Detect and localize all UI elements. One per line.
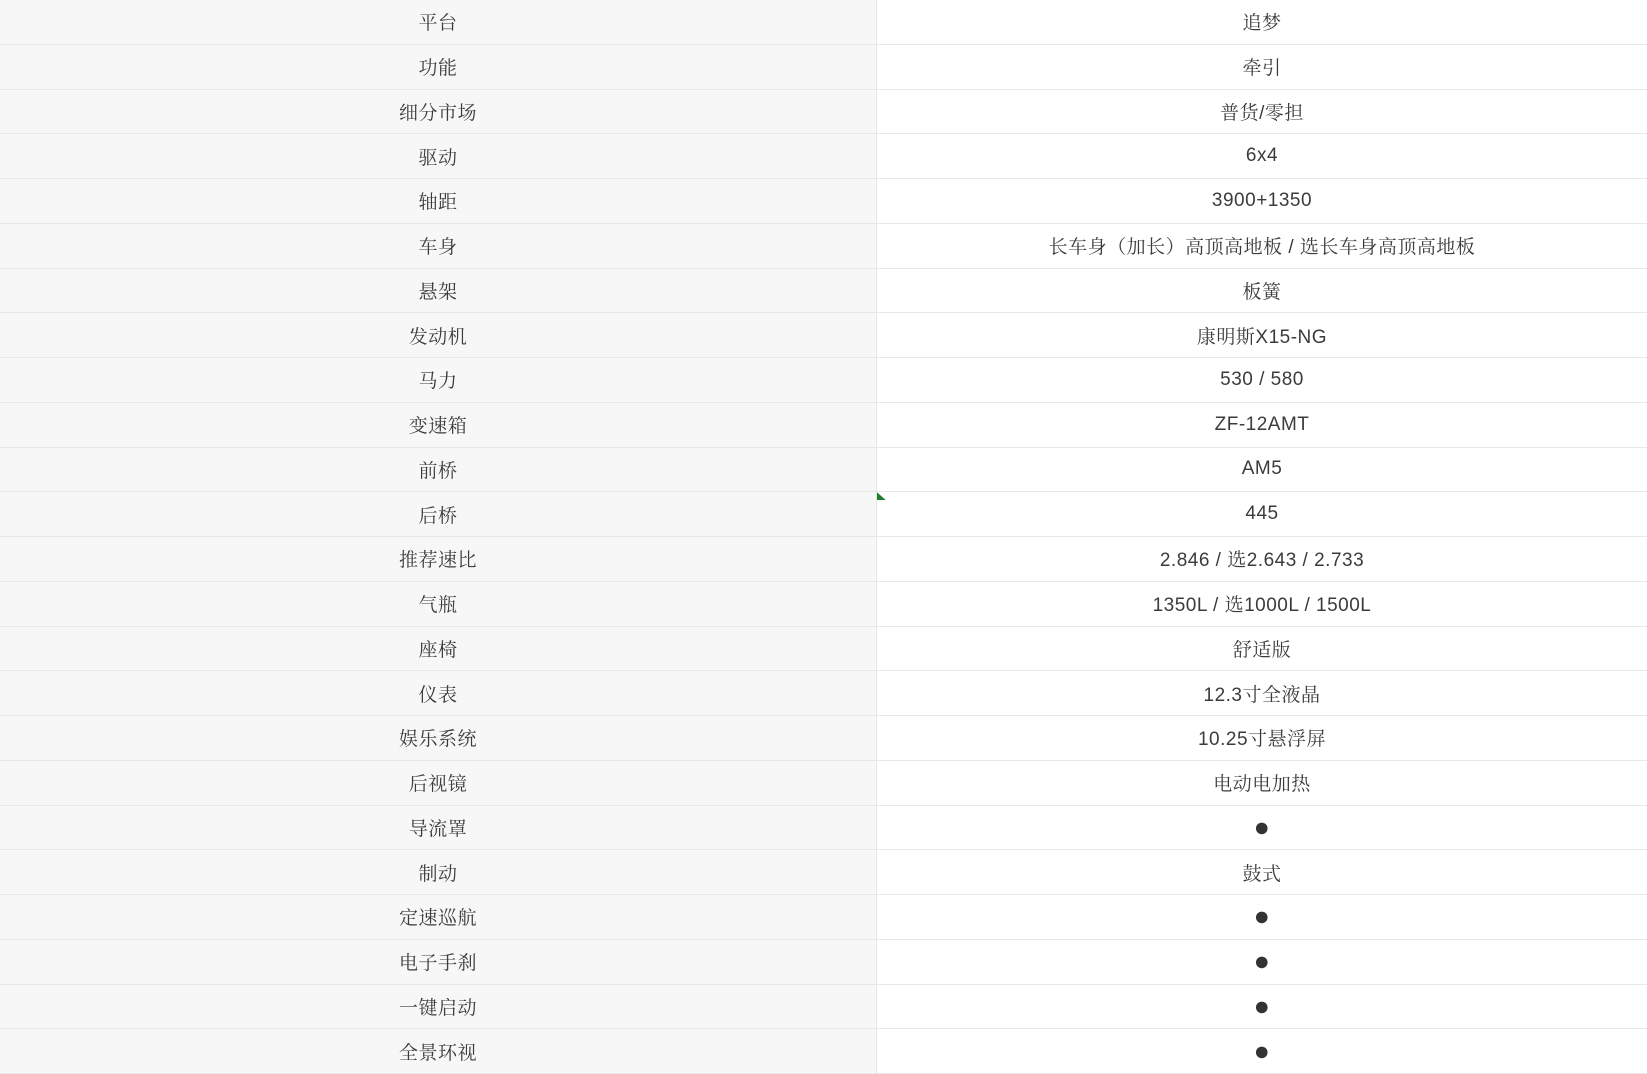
table-row: [0, 179, 1647, 224]
spec-label: 后视镜: [0, 761, 877, 806]
spec-label: 电子手刹: [0, 940, 877, 985]
spec-label: 发动机: [0, 313, 877, 358]
spec-value: 长车身（加长）高顶高地板 / 选长车身高顶高地板: [877, 224, 1647, 269]
table-row: [0, 313, 1647, 358]
spec-label: 平台: [0, 0, 877, 45]
spec-value: 电动电加热: [877, 761, 1647, 806]
spec-value: 12.3寸全液晶: [877, 671, 1647, 716]
spec-value: 530 / 580: [877, 358, 1647, 403]
spec-value: 6x4: [877, 134, 1647, 179]
table-row: [0, 895, 1647, 940]
spec-label: 前桥: [0, 448, 877, 493]
spec-label: 马力: [0, 358, 877, 403]
spec-value: 板簧: [877, 269, 1647, 314]
table-row: [0, 492, 1647, 537]
table-row: [0, 716, 1647, 761]
spec-label: 变速箱: [0, 403, 877, 448]
spec-value-dot: ●: [877, 985, 1647, 1030]
table-row: [0, 448, 1647, 493]
spec-label: 全景环视: [0, 1029, 877, 1074]
spec-value: [877, 492, 1647, 537]
table-row: [0, 224, 1647, 269]
spec-value: 10.25寸悬浮屏: [877, 716, 1647, 761]
spec-label: 轴距: [0, 179, 877, 224]
spec-value: 康明斯X15-NG: [877, 313, 1647, 358]
table-row: [0, 940, 1647, 985]
spec-value: 3900+1350: [877, 179, 1647, 224]
spec-value: 2.846 / 选2.643 / 2.733: [877, 537, 1647, 582]
table-row: [0, 403, 1647, 448]
spec-value-dot: ●: [877, 940, 1647, 985]
cell-corner-flag-icon: [877, 492, 886, 500]
spec-label: 车身: [0, 224, 877, 269]
spec-value: 普货/零担: [877, 90, 1647, 135]
spec-label: 制动: [0, 850, 877, 895]
spec-value-text: 445: [1245, 503, 1279, 525]
table-row: [0, 0, 1647, 45]
spec-label: 仪表: [0, 671, 877, 716]
spec-label: 功能: [0, 45, 877, 90]
spec-label: 座椅: [0, 627, 877, 672]
spec-value-dot: ●: [877, 1029, 1647, 1074]
table-row: [0, 1029, 1647, 1074]
table-row: [0, 537, 1647, 582]
spec-label: 后桥: [0, 492, 877, 537]
spec-label: 细分市场: [0, 90, 877, 135]
table-row: [0, 761, 1647, 806]
table-row: [0, 358, 1647, 403]
table-row: [0, 90, 1647, 135]
spec-value: 追梦: [877, 0, 1647, 45]
table-row: [0, 45, 1647, 90]
spec-label: 娱乐系统: [0, 716, 877, 761]
table-row: [0, 671, 1647, 716]
table-row: [0, 134, 1647, 179]
table-row: [0, 582, 1647, 627]
spec-value: AM5: [877, 448, 1647, 493]
spec-value-dot: ●: [877, 806, 1647, 851]
spec-label: 气瓶: [0, 582, 877, 627]
spec-label: 推荐速比: [0, 537, 877, 582]
spec-label: 定速巡航: [0, 895, 877, 940]
table-row: [0, 806, 1647, 851]
table-row: [0, 985, 1647, 1030]
spec-label: 一键启动: [0, 985, 877, 1030]
spec-value: 牵引: [877, 45, 1647, 90]
spec-label: 导流罩: [0, 806, 877, 851]
spec-value-dot: ●: [877, 895, 1647, 940]
table-row: [0, 850, 1647, 895]
spec-value: 鼓式: [877, 850, 1647, 895]
table-row: [0, 269, 1647, 314]
spec-label: 悬架: [0, 269, 877, 314]
spec-value: 舒适版: [877, 627, 1647, 672]
spec-value: ZF-12AMT: [877, 403, 1647, 448]
spec-value: 1350L / 选1000L / 1500L: [877, 582, 1647, 627]
table-row: [0, 627, 1647, 672]
spec-label: 驱动: [0, 134, 877, 179]
